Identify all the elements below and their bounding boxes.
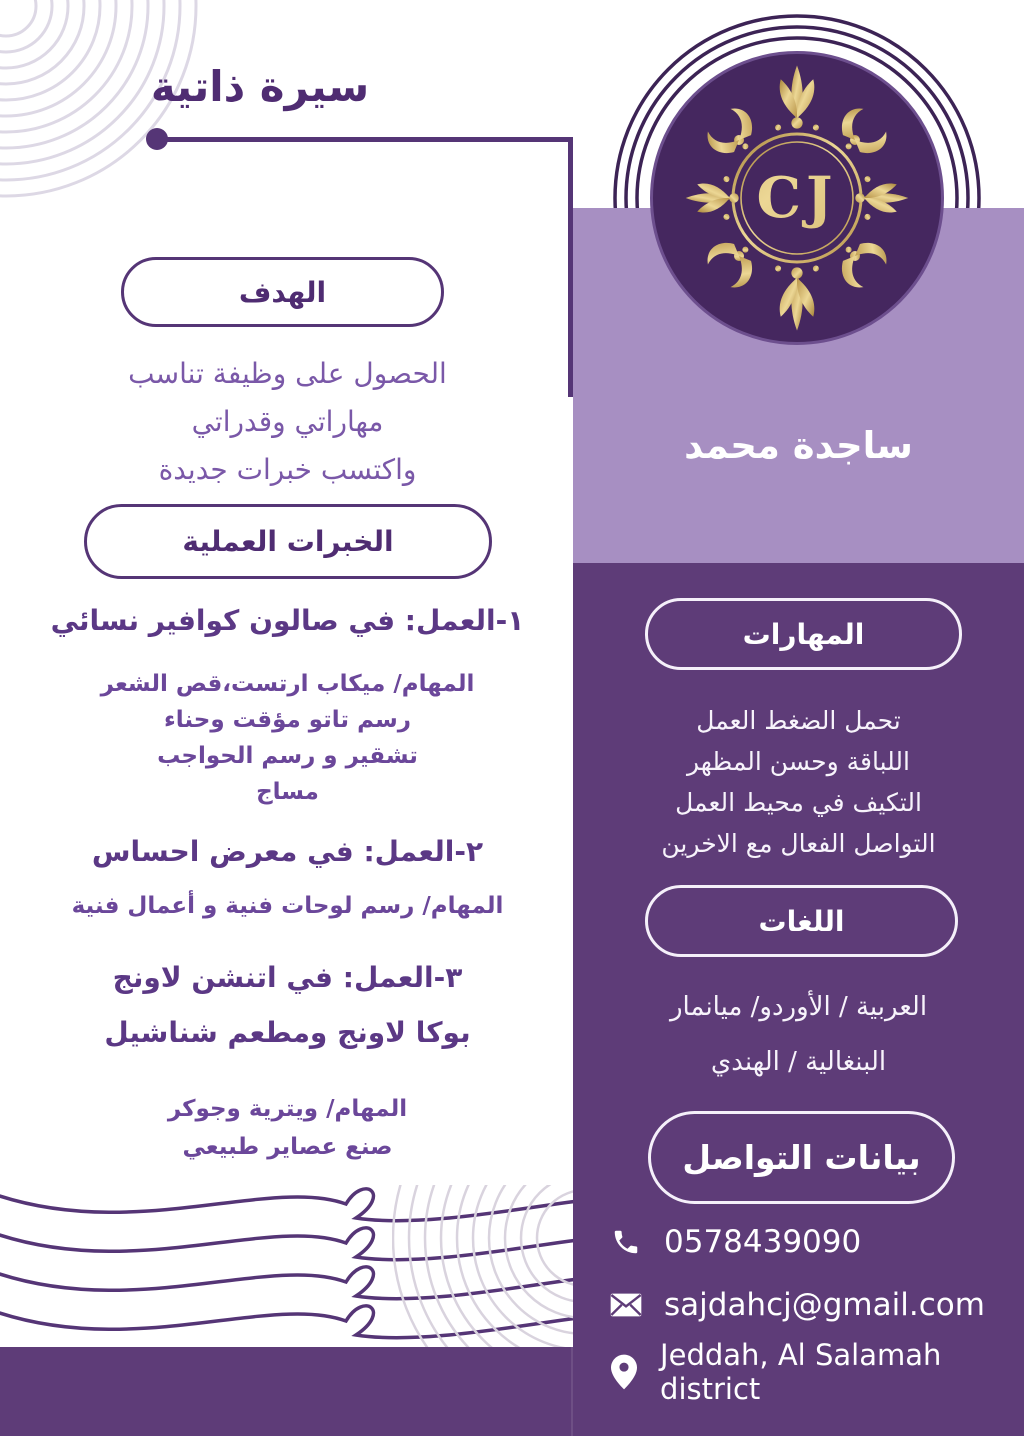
phone-number: 0578439090 xyxy=(664,1224,862,1260)
job3-task: صنع عصاير طبيعي xyxy=(182,1134,393,1160)
skills-heading-pill xyxy=(645,598,962,670)
objective-heading-pill xyxy=(121,257,444,327)
location-text: Jeddah, Al Salamah district xyxy=(660,1338,942,1406)
contact-heading: بيانات التواصل xyxy=(682,1138,921,1177)
email-icon xyxy=(608,1292,644,1318)
language-line: العربية / الأوردو/ ميانمار xyxy=(669,992,928,1022)
job3-subtitle: بوكا لاونج ومطعم شناشيل xyxy=(104,1016,471,1049)
objective-line: واكتسب خبرات جديدة xyxy=(158,453,417,486)
objective-heading: الهدف xyxy=(238,275,327,309)
languages-heading: اللغات xyxy=(758,904,845,938)
skill-item: التواصل الفعال مع الاخرين xyxy=(661,829,936,858)
experience-heading-pill xyxy=(84,504,492,579)
job1-title: ١-العمل: في صالون كوافير نسائي xyxy=(50,604,525,637)
job3-task: المهام/ ويترية وجوكر xyxy=(167,1096,408,1122)
skills-heading: المهارات xyxy=(742,617,865,651)
job1-task: رسم تاتو مؤقت وحناء xyxy=(164,707,411,733)
profile-name: ساجدة محمد xyxy=(684,424,913,467)
job2-title: ٢-العمل: في معرض احساس xyxy=(91,835,484,868)
location-row xyxy=(608,1338,1008,1406)
objective-text xyxy=(60,350,515,494)
wavy-lines-decor xyxy=(0,1189,586,1338)
job3-tasks xyxy=(40,1090,535,1166)
title-underline xyxy=(158,137,573,142)
job1-task: تشقير و رسم الحواجب xyxy=(157,743,418,769)
contact-heading-pill xyxy=(648,1111,955,1204)
phone-icon xyxy=(608,1227,644,1257)
job3-title: ٣-العمل: في اتنشن لاونج xyxy=(112,961,463,994)
skill-item: التكيف في محيط العمل xyxy=(675,788,922,817)
languages-heading-pill xyxy=(645,885,958,957)
page-title: سيرة ذاتية xyxy=(150,62,370,111)
email-row xyxy=(608,1283,1008,1327)
panel-seam xyxy=(571,1347,573,1436)
phone-row xyxy=(608,1220,1008,1264)
skills-list xyxy=(573,700,1024,864)
skill-item: تحمل الضغط العمل xyxy=(696,706,901,735)
logo-monogram: CJ xyxy=(650,51,944,345)
language-line: البنغالية / الهندي xyxy=(710,1047,887,1077)
job1-task: المهام/ ميكاب ارتست،قص الشعر xyxy=(100,671,475,697)
languages-list xyxy=(573,980,1024,1090)
job2-task: المهام/ رسم لوحات فنية و أعمال فنية xyxy=(71,893,504,919)
experience-heading: الخبرات العملية xyxy=(182,525,394,558)
objective-line: مهاراتي وقدراتي xyxy=(191,405,384,438)
job1-task: مساج xyxy=(256,779,319,805)
email-address: sajdahcj@gmail.com xyxy=(664,1287,985,1323)
location-pin-icon xyxy=(608,1354,640,1390)
objective-line: الحصول على وظيفة تناسب xyxy=(128,357,447,390)
skill-item: اللباقة وحسن المظهر xyxy=(687,747,910,776)
job1-tasks xyxy=(40,666,535,810)
